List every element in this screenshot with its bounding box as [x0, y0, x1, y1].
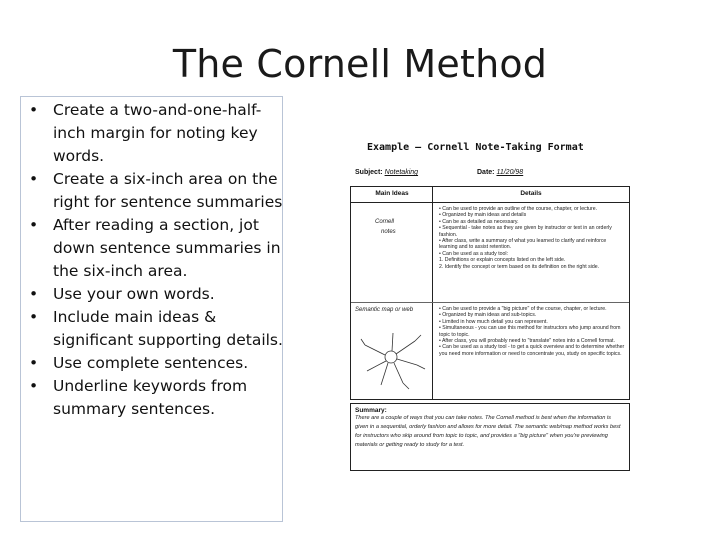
detail-line: • Organized by main ideas and details	[439, 212, 527, 219]
bullet-text: Create a six-inch area on the right for sentence summaries	[53, 170, 283, 211]
bullet-glyph: •	[29, 354, 39, 372]
detail-line: • After class, write a summary of what you learned to clarify and reinforce learning and to assist retention.	[439, 238, 607, 251]
bullet-glyph: •	[29, 170, 39, 188]
bullet-text: Create a two-and-one-half-inch margin for noting key words.	[53, 101, 262, 165]
bullet-text: After reading a section, jot down sentence summaries in the six-inch area.	[53, 216, 281, 280]
detail-line: • Can be used as a study tool:	[439, 250, 509, 257]
detail-line: • Limited in how much detail you can represent.	[439, 318, 548, 325]
summary-label: Summary:	[355, 407, 387, 414]
bullet-glyph: •	[29, 285, 39, 303]
bullet-glyph: •	[29, 377, 39, 395]
details-semantic	[439, 306, 625, 357]
bullet-item	[21, 168, 283, 214]
summary-box	[350, 403, 630, 471]
bullet-glyph: •	[29, 308, 39, 326]
example-heading: Example – Cornell Note-Taking Format	[367, 142, 584, 153]
bullet-text: Underline keywords from summary sentences.	[53, 377, 248, 418]
bullet-item	[21, 283, 283, 306]
row-divider	[351, 302, 629, 303]
cue-cornell: Cornell	[375, 219, 395, 225]
bullet-item	[21, 352, 283, 375]
detail-line: • Organized by main ideas and sub-topics.	[439, 312, 537, 319]
bullet-text-box	[20, 96, 283, 522]
detail-line: • Can be used as a study tool - to get a quick overview and to determine whether you need more information or need to concentrate you, study on specific topics.	[439, 344, 625, 357]
detail-line: • Can be as detailed as necessary.	[439, 218, 519, 225]
detail-line: • Can be used to provide a "big picture" of the course, chapter, or lecture.	[439, 306, 607, 312]
column-divider	[432, 187, 433, 399]
detail-line: 1. Definitions or explain concepts listed on the left side.	[439, 257, 566, 264]
detail-line: • Can be used to provide an outline of the course, chapter, or lecture.	[439, 206, 598, 212]
bullet-text: Include main ideas & significant supporting details.	[53, 308, 283, 349]
bullet-text: Use your own words.	[53, 285, 215, 303]
example-date	[477, 169, 523, 176]
notes-table	[350, 186, 630, 400]
detail-line: • Sequential - take notes as they are given by instructor or text in an orderly fashion.	[439, 225, 612, 238]
example-subject	[355, 169, 418, 176]
cue-semantic-map: Semantic map or web	[355, 307, 414, 313]
bullet-glyph: •	[29, 101, 39, 119]
detail-line: • Simultaneous - you can use this method for instructors who jump around from topic to topic.	[439, 325, 621, 338]
bullet-glyph: •	[29, 216, 39, 234]
subject-label: Subject:	[355, 169, 383, 176]
bullet-list	[21, 99, 283, 421]
bullet-item	[21, 214, 283, 283]
bullet-item	[21, 306, 283, 352]
notes-table-header	[351, 187, 629, 203]
date-value: 11/20/98	[496, 169, 524, 176]
semantic-web-sketch	[359, 327, 429, 391]
details-cornell	[439, 206, 625, 270]
cornell-example-image	[347, 138, 637, 474]
detail-line: 2. Identify the concept or term based on its definition on the right side.	[439, 263, 600, 270]
subject-value: Notetaking	[384, 169, 419, 176]
bullet-item	[21, 375, 283, 421]
bullet-item	[21, 99, 283, 168]
bullet-text: Use complete sentences.	[53, 354, 249, 372]
date-label: Date:	[477, 169, 495, 176]
detail-line: • After class, you will probably need to "translate" notes into a Cornell format.	[439, 338, 615, 345]
slide-title: The Cornell Method	[172, 42, 548, 86]
main-ideas-header: Main Ideas	[375, 190, 409, 197]
details-header: Details	[520, 190, 542, 197]
summary-text: There are a couple of ways that you can take notes. The Cornell method is best when the information is given in a sequential, orderly fashion and allows for more detail. The semantic web/map method works best for instructors who skip around from topic to topic, and provides a "big picture" when you're previewing materials or getting ready to study for a test.	[355, 415, 621, 448]
cue-notes: notes	[381, 229, 396, 235]
